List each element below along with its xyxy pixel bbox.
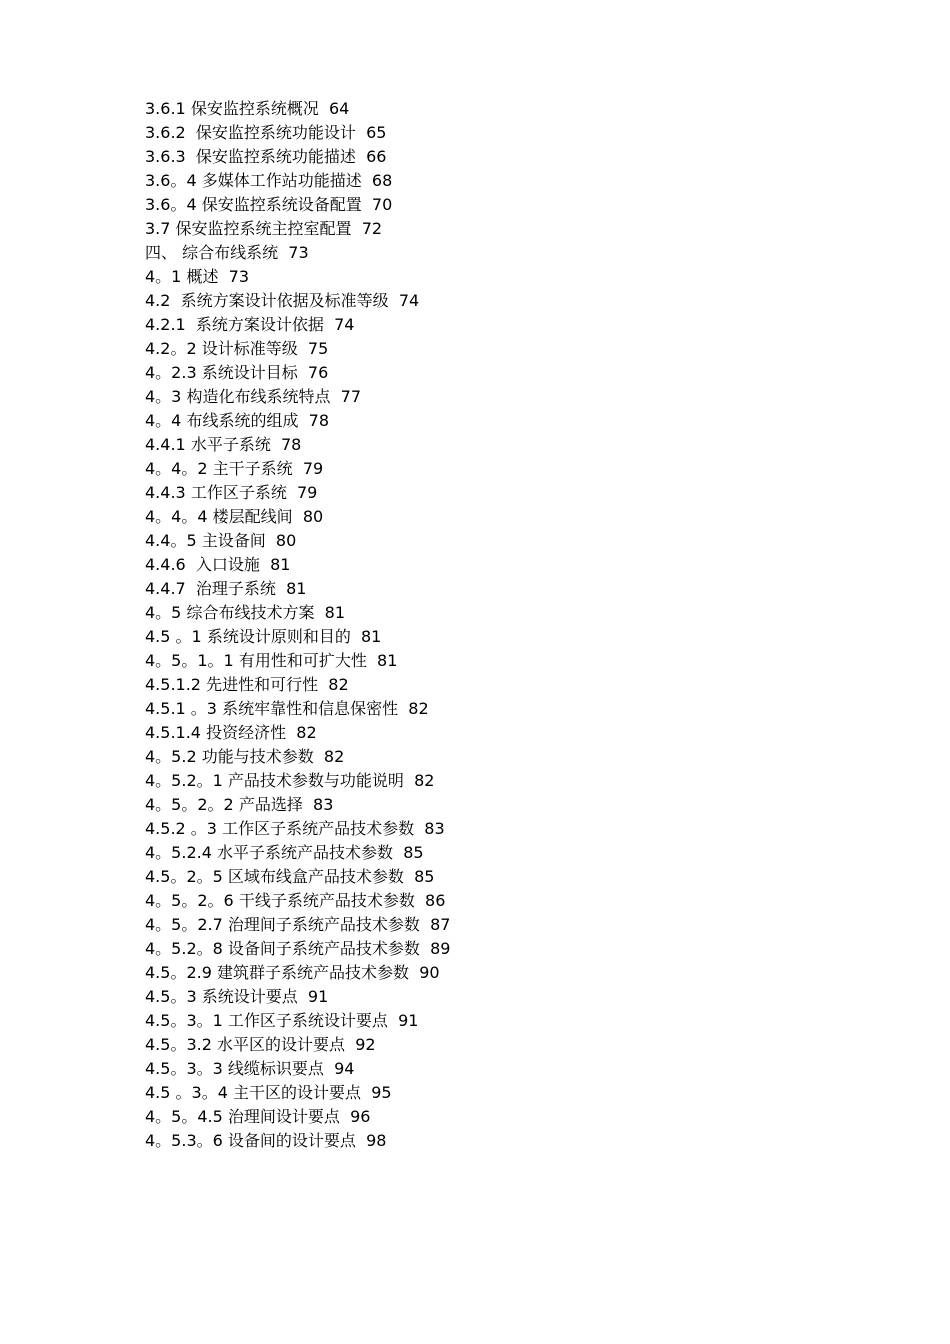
toc-entry[interactable] bbox=[145, 1081, 845, 1105]
toc-entry[interactable] bbox=[145, 889, 845, 913]
toc-spacer bbox=[286, 723, 296, 742]
toc-entry-number: 4。5。2。2 bbox=[145, 795, 234, 814]
toc-entry-number: 4。5.2。8 bbox=[145, 939, 223, 958]
toc-entry[interactable] bbox=[145, 673, 845, 697]
toc-entry-number: 4.2.1 bbox=[145, 315, 191, 334]
toc-entry-page: 87 bbox=[430, 915, 451, 934]
toc-entry[interactable] bbox=[145, 97, 845, 121]
toc-spacer bbox=[314, 747, 324, 766]
toc-entry[interactable] bbox=[145, 457, 845, 481]
toc-spacer bbox=[367, 651, 377, 670]
toc-entry[interactable] bbox=[145, 145, 845, 169]
toc-spacer bbox=[298, 339, 308, 358]
toc-entry-page: 92 bbox=[355, 1035, 376, 1054]
toc-entry-title: 系统方案设计依据及标准等级 bbox=[180, 291, 389, 310]
toc-spacer bbox=[319, 99, 329, 118]
toc-entry-number: 4.5。2。5 bbox=[145, 867, 223, 886]
toc-entry[interactable] bbox=[145, 1129, 845, 1153]
toc-entry-page: 86 bbox=[425, 891, 446, 910]
toc-entry-title: 工作区子系统产品技术参数 bbox=[222, 819, 415, 838]
toc-spacer bbox=[420, 915, 430, 934]
toc-entry-title: 保安监控系统设备配置 bbox=[201, 195, 362, 214]
toc-entry[interactable] bbox=[145, 241, 845, 265]
toc-spacer bbox=[298, 411, 308, 430]
toc-entry-title: 工作区子系统设计要点 bbox=[227, 1011, 388, 1030]
toc-spacer bbox=[314, 603, 324, 622]
toc-entry[interactable] bbox=[145, 1033, 845, 1057]
toc-entry-title: 主干子系统 bbox=[212, 459, 293, 478]
toc-entry-number: 4.2。2 bbox=[145, 339, 197, 358]
toc-entry[interactable] bbox=[145, 553, 845, 577]
toc-entry-page: 75 bbox=[307, 339, 329, 358]
toc-entry[interactable] bbox=[145, 769, 845, 793]
toc-spacer bbox=[414, 819, 424, 838]
toc-entry-number: 4.5.1.2 bbox=[145, 675, 201, 694]
toc-spacer bbox=[404, 867, 414, 886]
toc-entry-page: 83 bbox=[313, 795, 334, 814]
toc-entry-number: 4.4。5 bbox=[145, 531, 197, 550]
toc-spacer bbox=[293, 459, 303, 478]
toc-entry[interactable] bbox=[145, 409, 845, 433]
toc-entry-number: 4.5 。1 bbox=[145, 627, 202, 646]
toc-entry-page: 95 bbox=[371, 1083, 392, 1102]
toc-entry-page: 81 bbox=[361, 627, 382, 646]
toc-entry-page: 91 bbox=[398, 1011, 419, 1030]
toc-entry-number: 4。5。4.5 bbox=[145, 1107, 223, 1126]
toc-spacer bbox=[276, 579, 286, 598]
toc-spacer bbox=[352, 219, 362, 238]
toc-entry-page: 82 bbox=[328, 675, 349, 694]
toc-entry-title: 工作区子系统 bbox=[190, 483, 287, 502]
toc-entry-number: 4。3 bbox=[145, 387, 182, 406]
toc-entry-page: 79 bbox=[302, 459, 324, 478]
toc-entry-page: 66 bbox=[366, 147, 387, 166]
toc-entry-title: 保安监控系统主控室配置 bbox=[175, 219, 352, 238]
toc-spacer bbox=[330, 387, 340, 406]
toc-spacer bbox=[340, 1107, 350, 1126]
toc-entry[interactable] bbox=[145, 433, 845, 457]
toc-entry-title: 保安监控系统概况 bbox=[190, 99, 319, 118]
toc-entry-number: 4。5.2.4 bbox=[145, 843, 212, 862]
toc-entry-title: 入口设施 bbox=[195, 555, 260, 574]
toc-entry-page: 73 bbox=[228, 267, 250, 286]
toc-entry-title: 综合布线系统 bbox=[182, 243, 279, 262]
toc-spacer bbox=[351, 627, 361, 646]
toc-entry-title: 综合布线技术方案 bbox=[186, 603, 315, 622]
toc-spacer bbox=[303, 795, 313, 814]
toc-entry-page: 82 bbox=[414, 771, 435, 790]
toc-entry-title: 系统方案设计依据 bbox=[195, 315, 324, 334]
toc-entry[interactable] bbox=[145, 649, 845, 673]
toc-entry[interactable] bbox=[145, 865, 845, 889]
toc-spacer bbox=[324, 315, 334, 334]
toc-entry-title: 保安监控系统功能描述 bbox=[195, 147, 356, 166]
toc-entry-number: 3.6.3 bbox=[145, 147, 191, 166]
toc-entry[interactable] bbox=[145, 481, 845, 505]
toc-entry[interactable] bbox=[145, 985, 845, 1009]
toc-entry-page: 96 bbox=[350, 1107, 371, 1126]
toc-entry-title: 多媒体工作站功能描述 bbox=[201, 171, 362, 190]
toc-entry-page: 74 bbox=[398, 291, 420, 310]
toc-entry-page: 64 bbox=[329, 99, 350, 118]
toc-spacer bbox=[287, 483, 297, 502]
toc-entry-page: 85 bbox=[414, 867, 435, 886]
toc-entry-page: 82 bbox=[296, 723, 317, 742]
toc-entry-page: 98 bbox=[366, 1131, 387, 1150]
toc-entry-title: 构造化布线系统特点 bbox=[186, 387, 331, 406]
toc-spacer bbox=[356, 147, 366, 166]
toc-entry-page: 65 bbox=[366, 123, 387, 142]
toc-entry-page: 89 bbox=[430, 939, 451, 958]
toc-spacer bbox=[420, 939, 430, 958]
toc-entry[interactable] bbox=[145, 841, 845, 865]
toc-entry-page: 81 bbox=[270, 555, 291, 574]
toc-entry-title: 保安监控系统功能设计 bbox=[195, 123, 356, 142]
toc-spacer bbox=[271, 435, 281, 454]
toc-entry-number: 4.4.6 bbox=[145, 555, 191, 574]
toc-entry-title: 治理间设计要点 bbox=[227, 1107, 340, 1126]
toc-entry-title: 治理间子系统产品技术参数 bbox=[227, 915, 420, 934]
toc-spacer bbox=[278, 243, 288, 262]
toc-entry-number: 3.6.1 bbox=[145, 99, 186, 118]
toc-entry-number: 4.5。3。3 bbox=[145, 1059, 223, 1078]
toc-entry-page: 94 bbox=[334, 1059, 355, 1078]
toc-entry-page: 81 bbox=[324, 603, 346, 622]
toc-spacer bbox=[404, 771, 414, 790]
toc-entry-page: 90 bbox=[419, 963, 440, 982]
toc-entry-number: 4。5.2 bbox=[145, 747, 197, 766]
toc-entry-number: 4.5。3 bbox=[145, 987, 197, 1006]
toc-entry[interactable] bbox=[145, 1057, 845, 1081]
toc-entry-title: 概述 bbox=[186, 267, 219, 286]
toc-entry-number: 4.5。3。1 bbox=[145, 1011, 223, 1030]
toc-entry-page: 81 bbox=[286, 579, 307, 598]
toc-entry[interactable] bbox=[145, 601, 845, 625]
table-of-contents bbox=[145, 97, 845, 1153]
toc-spacer bbox=[362, 171, 372, 190]
toc-entry-title: 系统设计目标 bbox=[201, 363, 298, 382]
toc-entry-number: 4。5。2。6 bbox=[145, 891, 234, 910]
toc-entry-number: 4。5。1。1 bbox=[145, 651, 234, 670]
toc-entry[interactable] bbox=[145, 337, 845, 361]
toc-entry-title: 治理子系统 bbox=[195, 579, 276, 598]
toc-entry[interactable] bbox=[145, 1009, 845, 1033]
toc-entry-number: 3.6。4 bbox=[145, 171, 197, 190]
toc-entry[interactable] bbox=[145, 529, 845, 553]
toc-spacer bbox=[393, 843, 403, 862]
toc-entry-page: 80 bbox=[275, 531, 297, 550]
toc-entry-number: 4。5 bbox=[145, 603, 182, 622]
toc-entry[interactable] bbox=[145, 697, 845, 721]
toc-entry[interactable] bbox=[145, 361, 845, 385]
toc-entry-page: 70 bbox=[371, 195, 393, 214]
toc-entry-number: 4。5.3。6 bbox=[145, 1131, 223, 1150]
toc-entry-title: 功能与技术参数 bbox=[201, 747, 314, 766]
toc-entry-title: 产品技术参数与功能说明 bbox=[227, 771, 404, 790]
toc-entry-number: 4。5。2.7 bbox=[145, 915, 223, 934]
toc-entry-number: 四、 bbox=[145, 243, 178, 262]
toc-spacer bbox=[388, 1011, 398, 1030]
toc-entry[interactable] bbox=[145, 961, 845, 985]
toc-entry-number: 4。4。2 bbox=[145, 459, 208, 478]
toc-entry[interactable] bbox=[145, 217, 845, 241]
toc-entry-page: 82 bbox=[323, 747, 345, 766]
toc-entry-number: 3.6。4 bbox=[145, 195, 197, 214]
toc-entry-number: 4.5.1.4 bbox=[145, 723, 201, 742]
toc-entry-title: 设计标准等级 bbox=[201, 339, 298, 358]
toc-entry[interactable] bbox=[145, 577, 845, 601]
toc-spacer bbox=[318, 675, 328, 694]
toc-entry-number: 4。2.3 bbox=[145, 363, 197, 382]
toc-entry[interactable] bbox=[145, 625, 845, 649]
toc-spacer bbox=[398, 699, 408, 718]
toc-entry-number: 4.5.1 。3 bbox=[145, 699, 217, 718]
toc-entry-number: 4。1 bbox=[145, 267, 182, 286]
toc-entry-title: 线缆标识要点 bbox=[227, 1059, 324, 1078]
toc-entry-title: 有用性和可扩大性 bbox=[238, 651, 367, 670]
toc-entry[interactable] bbox=[145, 169, 845, 193]
toc-entry[interactable] bbox=[145, 721, 845, 745]
toc-entry-number: 4.5.2 。3 bbox=[145, 819, 217, 838]
toc-entry-title: 布线系统的组成 bbox=[186, 411, 299, 430]
toc-entry[interactable] bbox=[145, 1105, 845, 1129]
toc-entry-title: 系统设计要点 bbox=[201, 987, 298, 1006]
toc-spacer bbox=[361, 1083, 371, 1102]
toc-entry-page: 74 bbox=[334, 315, 355, 334]
toc-entry-page: 80 bbox=[302, 507, 324, 526]
toc-entry-page: 79 bbox=[297, 483, 318, 502]
toc-entry-title: 产品选择 bbox=[238, 795, 303, 814]
toc-entry[interactable] bbox=[145, 313, 845, 337]
toc-entry-number: 4.5 。3。4 bbox=[145, 1083, 228, 1102]
toc-entry-title: 干线子系统产品技术参数 bbox=[238, 891, 415, 910]
toc-entry-title: 主干区的设计要点 bbox=[233, 1083, 362, 1102]
toc-entry-page: 68 bbox=[371, 171, 393, 190]
toc-entry[interactable] bbox=[145, 817, 845, 841]
toc-entry-page: 77 bbox=[340, 387, 362, 406]
toc-entry[interactable] bbox=[145, 937, 845, 961]
toc-entry-page: 91 bbox=[307, 987, 329, 1006]
toc-entry-title: 主设备间 bbox=[201, 531, 266, 550]
toc-spacer bbox=[362, 195, 372, 214]
toc-entry-number: 4.4.3 bbox=[145, 483, 186, 502]
toc-entry-number: 3.6.2 bbox=[145, 123, 191, 142]
toc-spacer bbox=[356, 123, 366, 142]
toc-entry-page: 78 bbox=[308, 411, 330, 430]
toc-spacer bbox=[266, 531, 276, 550]
toc-entry-number: 4.2 bbox=[145, 291, 176, 310]
toc-entry-title: 水平区的设计要点 bbox=[217, 1035, 346, 1054]
toc-entry-page: 73 bbox=[288, 243, 309, 262]
toc-entry-title: 系统设计原则和目的 bbox=[206, 627, 351, 646]
toc-entry-number: 4。4 bbox=[145, 411, 182, 430]
toc-entry-page: 85 bbox=[403, 843, 424, 862]
toc-entry-number: 4。5.2。1 bbox=[145, 771, 223, 790]
toc-spacer bbox=[298, 987, 308, 1006]
toc-entry-title: 先进性和可行性 bbox=[206, 675, 319, 694]
toc-entry[interactable] bbox=[145, 745, 845, 769]
toc-entry-number: 3.7 bbox=[145, 219, 171, 238]
toc-spacer bbox=[389, 291, 399, 310]
toc-entry[interactable] bbox=[145, 193, 845, 217]
toc-entry[interactable] bbox=[145, 289, 845, 313]
toc-entry-number: 4.5。3.2 bbox=[145, 1035, 212, 1054]
toc-spacer bbox=[415, 891, 425, 910]
toc-entry[interactable] bbox=[145, 505, 845, 529]
toc-entry-page: 82 bbox=[408, 699, 429, 718]
toc-entry[interactable] bbox=[145, 913, 845, 937]
toc-spacer bbox=[293, 507, 303, 526]
toc-entry[interactable] bbox=[145, 265, 845, 289]
toc-spacer bbox=[345, 1035, 355, 1054]
toc-spacer bbox=[298, 363, 308, 382]
toc-spacer bbox=[409, 963, 419, 982]
toc-spacer bbox=[324, 1059, 334, 1078]
toc-spacer bbox=[260, 555, 270, 574]
toc-entry-page: 76 bbox=[307, 363, 329, 382]
toc-spacer bbox=[356, 1131, 366, 1150]
toc-entry[interactable] bbox=[145, 121, 845, 145]
toc-entry[interactable] bbox=[145, 793, 845, 817]
toc-entry-page: 72 bbox=[361, 219, 383, 238]
toc-entry-title: 设备间的设计要点 bbox=[227, 1131, 356, 1150]
toc-spacer bbox=[218, 267, 228, 286]
toc-entry-page: 78 bbox=[281, 435, 302, 454]
toc-entry-title: 设备间子系统产品技术参数 bbox=[227, 939, 420, 958]
toc-entry-page: 83 bbox=[424, 819, 445, 838]
toc-entry-title: 楼层配线间 bbox=[212, 507, 293, 526]
toc-entry-number: 4.5。2.9 bbox=[145, 963, 212, 982]
toc-entry-number: 4.4.7 bbox=[145, 579, 191, 598]
toc-entry-title: 水平子系统产品技术参数 bbox=[217, 843, 394, 862]
toc-entry-title: 投资经济性 bbox=[206, 723, 287, 742]
toc-entry-title: 区域布线盒产品技术参数 bbox=[227, 867, 404, 886]
toc-entry-number: 4。4。4 bbox=[145, 507, 208, 526]
toc-entry-title: 水平子系统 bbox=[190, 435, 271, 454]
toc-entry-title: 建筑群子系统产品技术参数 bbox=[217, 963, 410, 982]
toc-entry-page: 81 bbox=[377, 651, 398, 670]
toc-entry[interactable] bbox=[145, 385, 845, 409]
toc-entry-title: 系统牢靠性和信息保密性 bbox=[222, 699, 399, 718]
toc-entry-number: 4.4.1 bbox=[145, 435, 186, 454]
